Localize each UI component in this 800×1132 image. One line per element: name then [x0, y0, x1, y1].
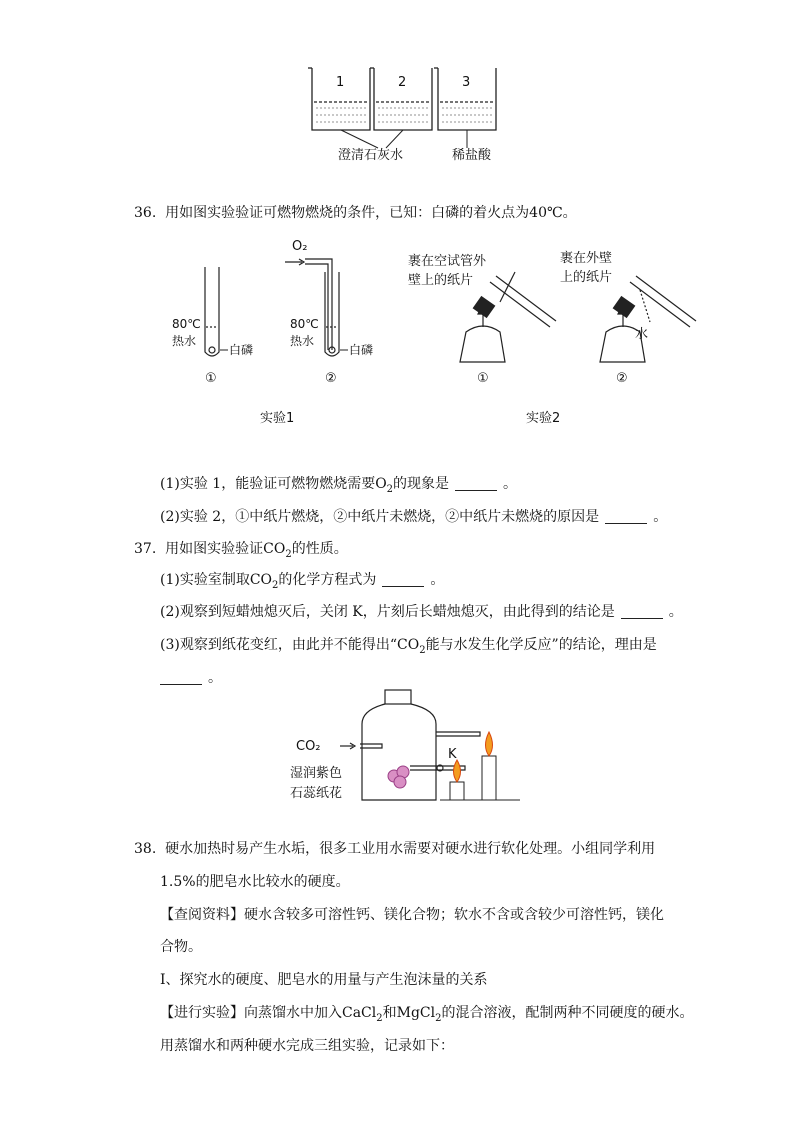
exp2-circle-2: ② [616, 371, 628, 386]
beaker-label-3: 3 [462, 75, 471, 90]
q38-line5: Ⅰ、探究水的硬度、肥皂水的用量与产生泡沫量的关系 [160, 972, 488, 988]
q36-sub1: (1)实验 1，能验证可燃物燃烧需要$O_2$的现象是 。 [160, 476, 518, 495]
beaker-label-1: 1 [336, 75, 345, 90]
q38-line6: 【进行实验】向蒸馏水中加入CaCl$_2$和MgCl$_2$的混合溶液，配制两种不同硬度的硬水。 [160, 1005, 694, 1024]
paper-outer-2a: 裹在外壁 [560, 251, 613, 266]
answer-blank[interactable] [605, 509, 647, 524]
q37-sub2: (2)观察到短蜡烛熄灭后，关闭 K，片刻后长蜡烛熄灭，由此得到的结论是 。 [160, 604, 683, 620]
exp2-setup-1 [460, 272, 556, 362]
q37-sub1: (1)实验室制取$CO_2$的化学方程式为 。 [160, 572, 445, 591]
label-limewater: 澄清石灰水 [338, 148, 404, 163]
beaker-label-2: 2 [398, 75, 407, 90]
water-label-3: 水 [635, 327, 649, 342]
paper-flower [388, 766, 409, 788]
exp1-caption: 实验1 [260, 411, 295, 426]
q38-line4: 合物。 [160, 939, 202, 955]
paper-outer-1b: 壁上的纸片 [408, 273, 474, 288]
o2-arrow [285, 259, 304, 265]
flower-label-b: 石蕊纸花 [290, 786, 343, 801]
q36-stem: 36. 用如图实验验证可燃物燃烧的条件，已知：白磷的着火点为40℃。 [134, 205, 577, 221]
water-label-2: 热水 [290, 334, 315, 348]
valve-k-label: K [448, 747, 457, 762]
temp-label-2: 80℃ [290, 317, 319, 331]
q37-stem: 37. 用如图实验验证$CO_2$的性质。 [134, 541, 348, 560]
temp-label-1: 80℃ [172, 317, 201, 331]
answer-blank[interactable] [160, 670, 202, 685]
label-dilute-hcl: 稀盐酸 [452, 148, 492, 163]
exp2-circle-1: ① [477, 371, 489, 386]
o2-label: O₂ [292, 239, 308, 254]
q37-sub3: (3)观察到纸花变红，由此并不能得出“$CO_2$能与水发生化学反应”的结论，理由是 [160, 637, 657, 656]
phos-label-2: 白磷 [349, 343, 374, 357]
long-candle [482, 732, 496, 800]
exp2-setup-2 [600, 276, 696, 362]
outlet-tube [410, 732, 480, 771]
paper-outer-1a: 裹在空试管外 [408, 254, 487, 269]
q38-line2: 1.5%的肥皂水比较水的硬度。 [160, 874, 350, 890]
exp2-caption: 实验2 [526, 411, 561, 426]
answer-blank[interactable] [382, 572, 424, 587]
exp1-circle-2: ② [325, 371, 337, 386]
q38-line3: 【查阅资料】硬水含较多可溶性钙、镁化合物；软水不含或含较少可溶性钙，镁化 [160, 907, 664, 923]
q38-line7: 用蒸馏水和两种硬水完成三组实验，记录如下： [160, 1038, 454, 1054]
exp1-tube-1 [205, 267, 219, 356]
co2-inlet-tube [340, 743, 382, 749]
answer-blank[interactable] [621, 604, 663, 619]
q36-sub2: (2)实验 2，①中纸片燃烧，②中纸片未燃烧，②中纸片未燃烧的原因是 。 [160, 509, 668, 525]
paper-outer-2b: 上的纸片 [560, 270, 613, 285]
flower-label-a: 湿润紫色 [290, 766, 343, 781]
exp1-circle-1: ① [205, 371, 217, 386]
answer-blank[interactable] [455, 476, 497, 491]
water-label-1: 热水 [172, 334, 197, 348]
co2-label: CO₂ [296, 739, 321, 754]
q36-figure [160, 232, 700, 432]
phos-label-1: 白磷 [229, 343, 254, 357]
q38-stem: 38. 硬水加热时易产生水垢，很多工业用水需要对硬水进行软化处理。小组同学利用 [134, 841, 656, 857]
q37-sub3-cont: 。 [160, 668, 222, 688]
